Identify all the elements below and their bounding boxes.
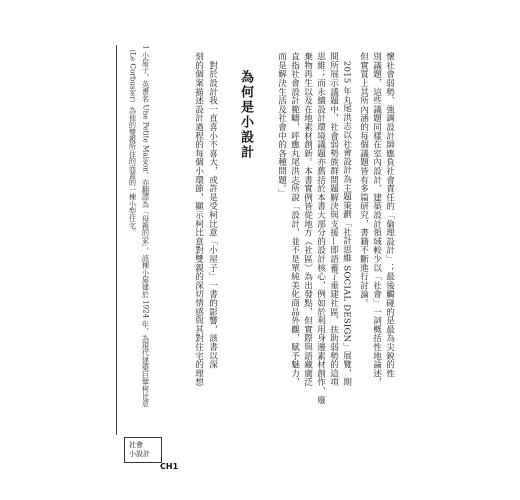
footnote-text: （Le Corbusier）為他的雙親所住的而蓋的一棟小型住宅。 [128,45,138,237]
section-tab [124,437,162,463]
body-text-column: 懷社會弱勢、強調設計師應負社會責任的「倫理設計」；最後觸碰的是最為尖銳的性 [384,52,395,378]
section-tab-line: 社會 [129,441,143,449]
footnote-text: 1 小屋子，英書名 Une Petite Maison，亦翻譯為「母親的家」，該棟小屋建於 1924 年，為現代建築巨擘柯比意 [141,45,151,407]
footnote-divider [116,45,117,435]
section-tab-line: 小設計 [129,450,150,458]
chapter-label: CH1 [160,462,179,471]
body-text-column: 思維；而永續設計環境議題亦舊括於本書大部分的設計核心，例如於利用身邊素材創作、廢 [315,52,326,404]
body-text-column: 別議題，這些議題同樣在室內設計、建築設計領域較少以「社會」一詞概括性地論述， [371,52,382,387]
intro-text-column: 對於設計我一直喜小不喜大，或許是受柯比意「小屋子」一書的影響，該書以深 [207,52,218,369]
body-text-column: 而是解決生活及社會中的各種問題。」 [276,52,287,198]
section-heading: 為何是小設計 [238,70,253,160]
body-text-column: 2015 年丸尾洪志以社會設計為主題策劃「社計思維 SOCIAL DESIGN」展覽，期 [341,52,352,387]
body-text-column: 間所展示議題中，社會弱勢族群問題解決與支援—即語蓄了重建社區、扶助弱勢的這項 [328,52,339,387]
body-text-column: 棄物再生以及在地素材創新。本書實例皆從地方（社區）為出發點，但實際與語藏廣泛 [302,52,313,387]
body-text-column: 但實質上其所內涵的每個議題皆有多篇研究，書籍不斷進行討論。 [358,52,369,308]
intro-text-column: 刻的個案描述設計過程的每個小環節，顯示柯比意對雙親的深切情感與其對住宅的理想 [193,52,204,387]
body-text-column: 直指社會設計範疇，呼應丸尾洪志所說「設計，並不是單純美化商品外觀，賦予魅力， [289,52,300,387]
